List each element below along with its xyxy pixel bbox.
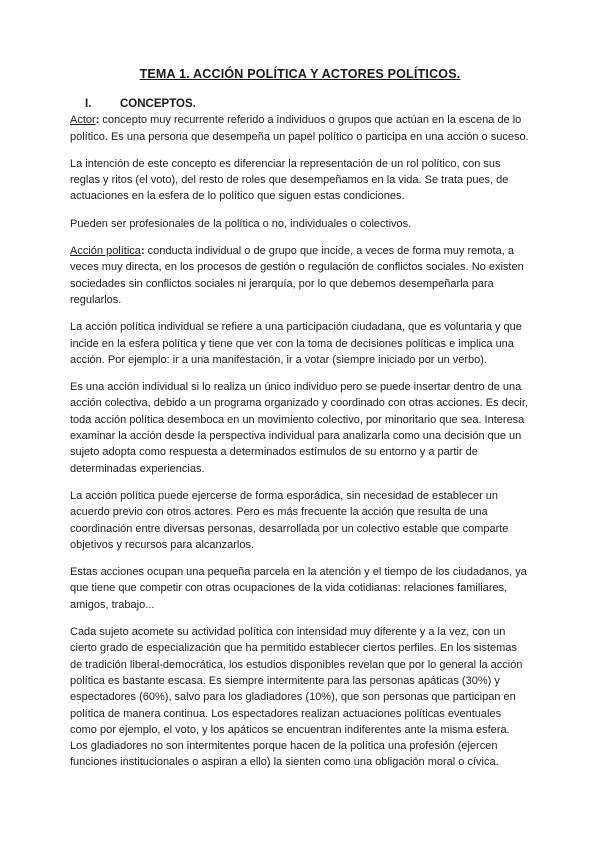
section-heading <box>70 96 530 112</box>
term-actor-colon: : <box>95 114 100 127</box>
paragraph-sporadic-action <box>70 488 530 553</box>
paragraph-individual-vs-collective <box>70 379 530 477</box>
document-title: TEMA 1. ACCIÓN POLÍTICA Y ACTORES POLÍTICOS. <box>139 67 461 81</box>
term-political-action-colon: : <box>140 245 145 258</box>
paragraph-text: Pueden ser profesionales de la política o no, individuales o colectivos. <box>70 217 412 230</box>
section-number: I. <box>85 98 92 110</box>
paragraph-political-action-definition <box>70 243 530 308</box>
term-actor: Actor <box>70 114 96 127</box>
paragraph-text: La acción política puede ejercerse de forma esporádica, sin necesidad de establecer un acuerdo previo con otros actores. Pero es más frecuente la acción que resulta de una coordinación entre diversas personas, desarrollada por un colectivo estable que comparte objetivos y recursos para alcanzarlos. <box>70 489 509 551</box>
term-political-action: Acción política <box>70 245 141 258</box>
paragraph-concept-intention <box>70 156 530 205</box>
paragraph-text: Cada sujeto acomete su actividad política con intensidad muy diferente y a la vez, con un cierto grado de especialización que ha permitido establecer ciertos perfiles. En los sistemas de tradición liberal-democrática, los estudios disponibles revelan que por lo general la acción política es bastante escasa. Es siempre intermitente para las personas apáticas (30%) y espectadores (60%), salvo para los gladiadores (10%), que son personas que participan en política de manera continua. Los espectadores realizan actuaciones políticas eventuales como por ejemplo, el voto, y los apáticos se encuentran indiferentes ante la misma esfera. Los gladiadores no son intermitentes porque hacen de la política una profesión (ejercen funciones institucionales o aspiran a ello) la sienten como una obligación moral o cívica. <box>70 626 523 769</box>
paragraph-professionals <box>70 216 530 232</box>
paragraph-text: Es una acción individual si lo realiza un único individuo pero se puede insertar dentro de una acción colectiva, debido a un programa organizado y coordinado con otras acciones. Es decir, toda acción política desemboca en un movimiento colectivo, por minoritario que sea. Interesa examinar la acción desde la perspectiva individual para analizarla como una decisión que un sujeto adopta como respuesta a determinados estímulos de su entorno y a partir de determinadas experiencias. <box>70 381 528 475</box>
paragraph-text: La intención de este concepto es diferenciar la representación de un rol político, con sus reglas y ritos (el voto), del resto de roles que desempeñamos en la vida. Se trata pues, de actuaciones en la esfera de lo político que siguen estas condiciones. <box>70 157 509 203</box>
paragraph-text: conducta individual o de grupo que incide, a veces de forma muy remota, a veces muy directa, en los procesos de gestión o regulación de conflictos sociales. No existen sociedades sin conflictos sociales ni jerarquía, por lo que debemos desempeñarla para regularlos. <box>70 245 524 306</box>
paragraph-actor-definition <box>70 112 530 145</box>
paragraph-text: La acción política individual se refiere a una participación ciudadana, que es voluntaria y que incide en la esfera política y tiene que ver con la toma de decisiones políticas e implica una acción. Por ejemplo: ir a una manifestación, ir a votar (siempre iniciado por un verbo). <box>70 321 522 366</box>
paragraph-text: Estas acciones ocupan una pequeña parcela en la atención y el tiempo de los ciudadanos, ya que tiene que competir con otras ocupaciones de la vida cotidianas: relaciones familiares, amigos, trabajo... <box>70 566 527 611</box>
paragraph-attention-time <box>70 564 530 613</box>
paragraph-text: concepto muy recurrente referido a individuos o grupos que actúan en la escena de lo político. Es una persona que desempeña un papel político o participa en una acción o suceso. <box>70 114 529 143</box>
paragraph-individual-action <box>70 319 530 368</box>
paragraph-intensity-profiles <box>70 624 530 771</box>
section-label: CONCEPTOS. <box>120 98 196 110</box>
